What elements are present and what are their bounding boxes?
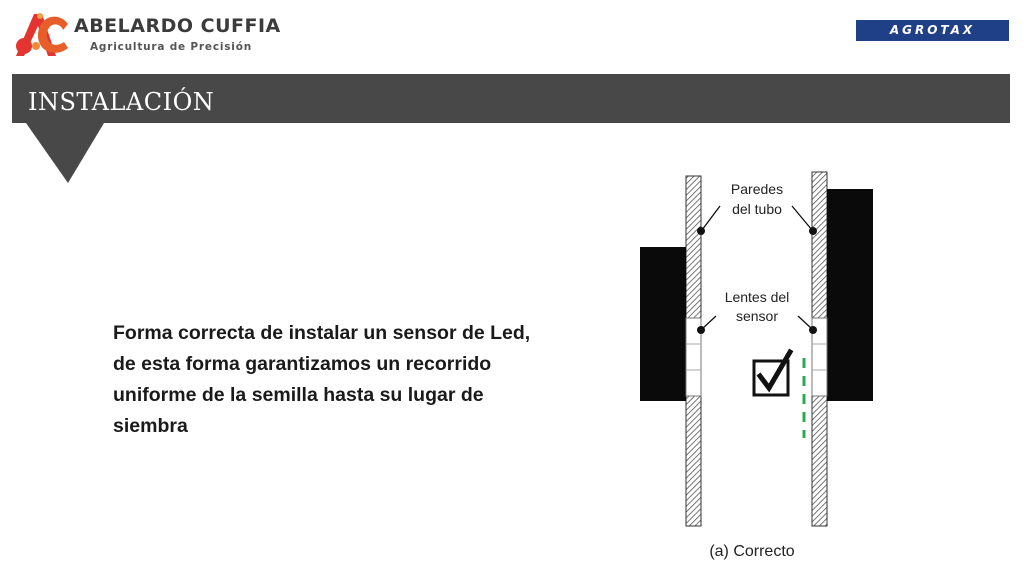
leader-line-walls-left [702,206,720,230]
label-tube-walls-line2: del tubo [732,201,782,217]
leader-line-lenses-left [702,316,716,329]
tube-wall-right-lower [812,396,827,526]
sensor-block-left [640,247,686,401]
brand-mark-icon [10,6,70,64]
tube-wall-right-upper [812,172,827,318]
brand-logo [10,6,280,64]
pointer-dot-lenses-right [809,326,817,334]
tube-wall-left-lower [686,396,701,526]
sensor-block-right [827,189,873,401]
pointer-dot-walls-left [697,227,705,235]
pointer-dot-walls-right [809,227,817,235]
label-sensor-lenses-line1: Lentes del [724,289,790,305]
header-pointer-icon [26,123,106,183]
pointer-dot-lenses-left [697,326,705,334]
sensor-installation-diagram [630,166,880,566]
brand-tagline: Agricultura de Precisión [90,41,252,53]
label-sensor-lenses-line2: sensor [735,308,779,324]
partner-logo-text: AGROTAX [889,23,976,37]
brand-name: ABELARDO CUFFIA [74,15,281,37]
diagram-caption: (a) Correcto [709,543,795,560]
partner-logo [856,20,1009,41]
description-text: Forma correcta de instalar un sensor de Led, de esta forma garantizamos un recorrido uniforme de la semilla hasta su lugar de siembra [113,322,531,437]
label-tube-walls-line1: Paredes [730,181,784,197]
section-title: INSTALACIÓN [28,88,215,116]
tube-wall-left-upper [686,176,701,318]
leader-line-lenses-right [798,316,812,329]
leader-line-walls-right [792,206,812,230]
